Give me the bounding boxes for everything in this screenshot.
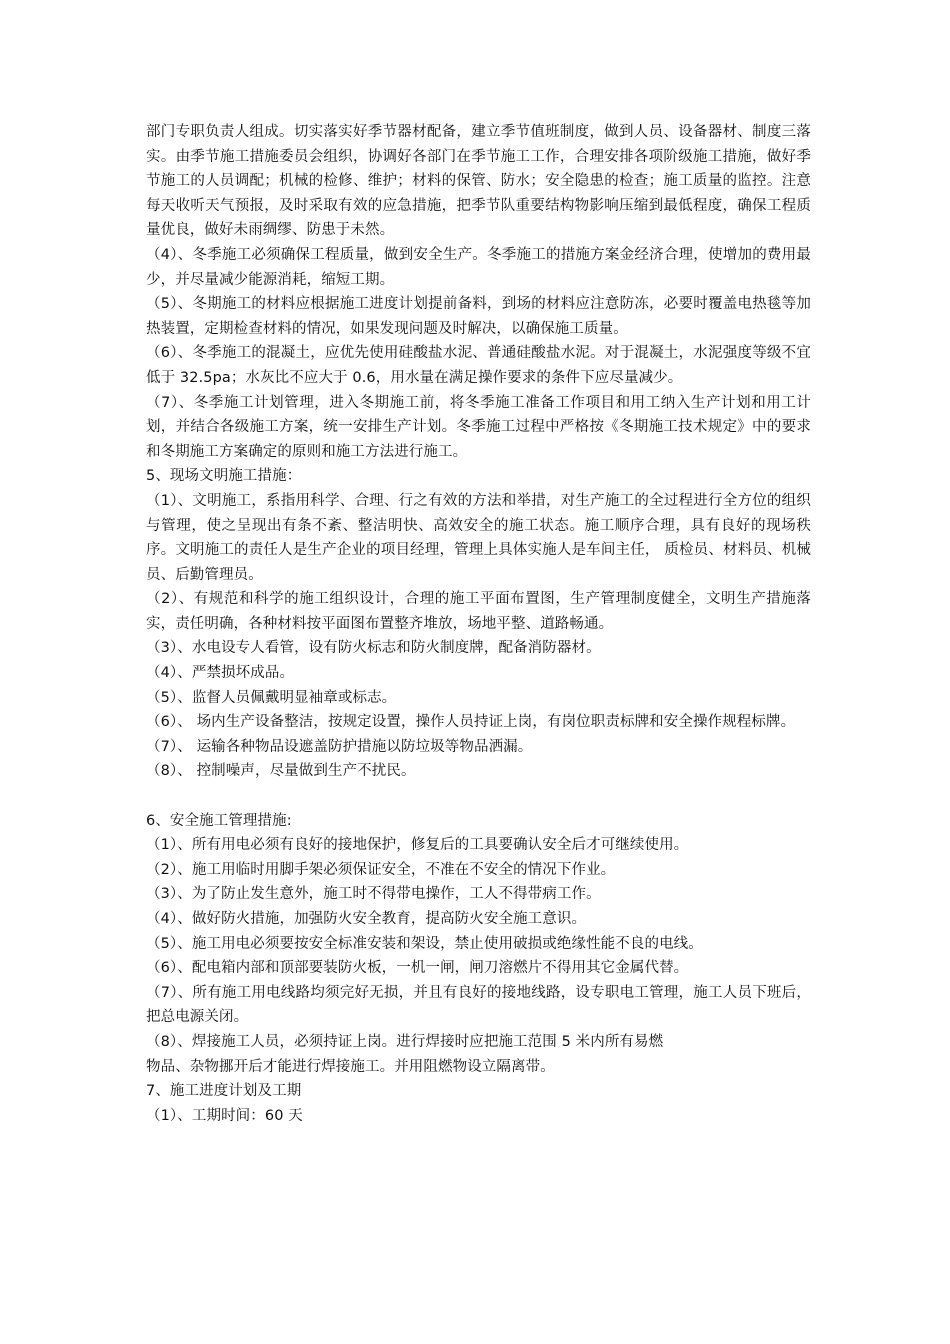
paragraph-safety-5: （5）、施工用电必须要按安全标准安装和架设，禁止使用破损或绝缘性能不良的电线。 xyxy=(146,935,703,952)
paragraph-civilized-7: （7）、 运输各种物品设遮盖防护措施以防垃圾等物品洒漏。 xyxy=(146,738,533,755)
paragraph-winter-plan: （7）、冬季施工计划管理，进入冬期施工前，将冬季施工准备工作项目和用工纳入生产计划和用工计划，并结合各级施工方案，统一安排生产计划。冬季施工过程中严格按《冬期施工技术规定》中的要求和冬期施工方案确定的原则和施工方法进行施工。 xyxy=(146,394,811,460)
paragraph-winter-concrete: （6）、冬季施工的混凝土，应优先使用硅酸盐水泥、普通硅酸盐水泥。对于混凝土，水泥强度等级不宜低于 32.5pa；水灰比不应大于 0.6，用水量在满足操作要求的条件下应尽量减少。 xyxy=(146,345,811,386)
document-body xyxy=(146,120,811,1128)
paragraph-safety-1: （1）、所有用电必须有良好的接地保护，修复后的工具要确认安全后才可继续使用。 xyxy=(146,837,689,854)
paragraph-safety-8: （8）、焊接施工人员，必须持证上岗。进行焊接时应把施工范围 5 米内所有易燃 xyxy=(146,1033,664,1050)
paragraph-civilized-8: （8）、 控制噪声，尽量做到生产不扰民。 xyxy=(146,763,416,780)
blank-line xyxy=(146,784,811,809)
paragraph-safety-6: （6）、配电箱内部和顶部要装防火板，一机一闸，闸刀溶燃片不得用其它金属代替。 xyxy=(146,960,689,977)
paragraph-winter-quality: （4）、冬季施工必须确保工程质量，做到安全生产。冬季施工的措施方案金经济合理，使增加的费用最少，并尽量减少能源消耗，缩短工期。 xyxy=(146,246,811,288)
paragraph-schedule-duration: （1）、工期时间：60 天 xyxy=(146,1107,303,1124)
paragraph-safety-3: （3）、为了防止发生意外，施工时不得带电操作，工人不得带病工作。 xyxy=(146,886,601,903)
section-heading-civilized-construction: 5、现场文明施工措施： xyxy=(146,468,302,485)
paragraph-civilized-5: （5）、监督人员佩戴明显袖章或标志。 xyxy=(146,689,397,706)
paragraph-safety-4: （4）、做好防火措施，加强防火安全教育，提高防火安全施工意识。 xyxy=(146,911,587,927)
paragraph-civilized-4: （4）、严禁损坏成品。 xyxy=(146,665,295,682)
paragraph-seasonal-organization: 部门专职负责人组成。切实落实好季节器材配备，建立季节值班制度，做到人员、设备器材、制度三落实。由季节施工措施委员会组织，协调好各部门在季节施工工作，合理安排各项阶级施工措施，做好季节施工的人员调配；机械的检修、维护；材料的保管、防水；安全隐患的检查；施工质量的监控。注意每天收听天气预报，及时采取有效的应急措施，把季节队重要结构物影响压缩到最低程度，确保工程质量优良，做好未雨绸缪、防患于未然。 xyxy=(146,124,811,239)
paragraph-safety-2: （2）、施工用临时用脚手架必须保证安全，不准在不安全的情况下作业。 xyxy=(146,861,616,878)
paragraph-winter-materials: （5）、冬期施工的材料应根据施工进度计划提前备料，到场的材料应注意防冻，必要时覆盖电热毯等加热装置，定期检查材料的情况，如果发现问题及时解决，以确保施工质量。 xyxy=(146,296,811,337)
paragraph-civilized-3: （3）、水电设专人看管，设有防火标志和防火制度牌，配备消防器材。 xyxy=(146,640,601,657)
paragraph-safety-7: （7）、所有施工用电线路均须完好无损，并且有良好的接地线路，设专职电工管理，施工人员下班后，把总电源关闭。 xyxy=(146,984,811,1026)
paragraph-civilized-1: （1）、文明施工，系指用科学、合理、行之有效的方法和举措，对生产施工的全过程进行全方位的组织与管理，使之呈现出有条不紊、整洁明快、高效安全的施工状态。施工顺序合理，具有良好的现场秩序。文明施工的责任人是生产企业的项目经理，管理上具体实施人是车间主任， 质检员、材料员、机械员、后勤管理员。 xyxy=(146,492,811,583)
paragraph-civilized-6: （6）、 场内生产设备整洁，按规定设置，操作人员持证上岗，有岗位职责标牌和安全操作规程标牌。 xyxy=(146,714,796,731)
section-heading-safety: 6、安全施工管理措施: xyxy=(146,812,292,829)
paragraph-civilized-2: （2）、有规范和科学的施工组织设计，合理的施工平面布置图，生产管理制度健全，文明生产措施落实，责任明确，各种材料按平面图布置整齐堆放，场地平整、道路畅通。 xyxy=(146,591,811,632)
paragraph-safety-8-continued: 物品、杂物挪开后才能进行焊接施工。并用阻燃物设立隔离带。 xyxy=(146,1058,555,1075)
section-heading-schedule: 7、施工进度计划及工期 xyxy=(146,1083,302,1100)
